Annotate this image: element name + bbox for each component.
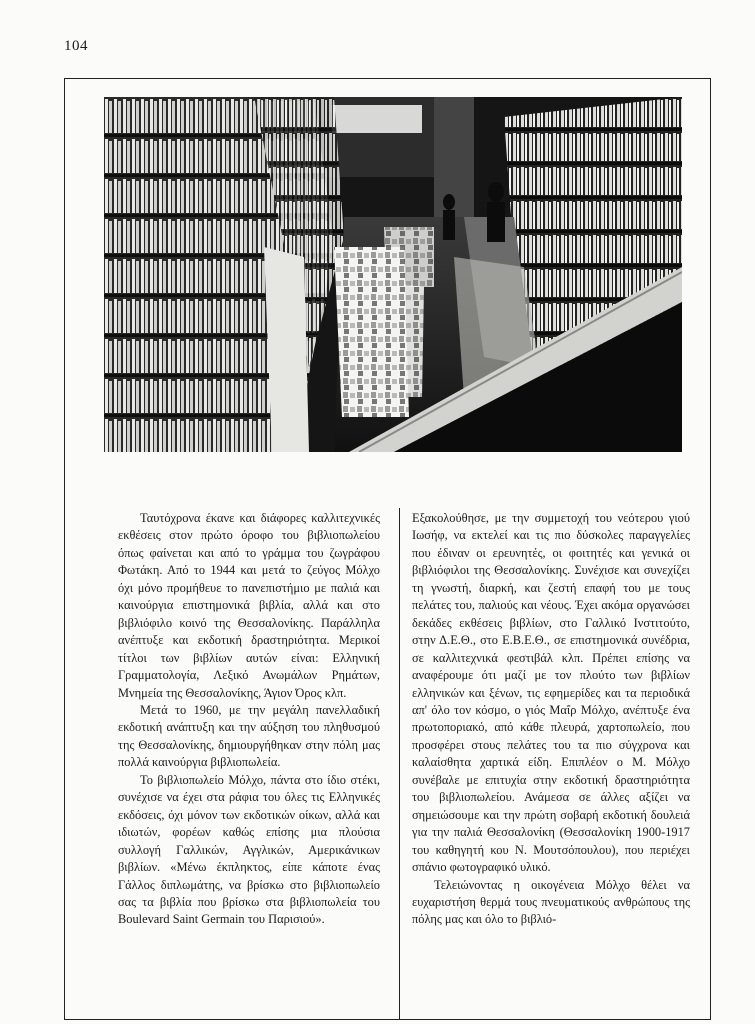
paragraph: Τελειώνοντας η οικογένεια Μόλχο θέλει να ευχαριστήση θερμά τους πνευματικούς ανθρώπους της πόλης μας και όλο το βιβλιό- [412,877,690,927]
page-number: 104 [64,38,88,54]
right-text-column [412,510,690,929]
paragraph: Ταυτόχρονα έκανε και διάφορες καλλιτεχνικές εκθέσεις στον πρώτο όροφο του βιβλιοπωλείου όπως φαίνεται και από το γράμμα του ζωγράφου Φωτάκη. Από το 1944 και μετά το ζεύγος Μόλχο όχι μόνο προμήθευε το πανεπιστήμιο με παλιά και καινούργια επιστημονικά βιβλία, αλλά και στο βιβλιόφιλο κοινό της Θεσσαλονίκης. Παράλληλα ανέπτυξε και εκδοτική δραστηριότητα. Μερικοί τίτλοι των βιβλίων αυτών είναι: Ελληνική Γραμματολογία, Λεξικό Ανωμάλων Ρημάτων, Μνημεία της Θεσσαλονίκης, Άγιον Όρος κλπ. [118,511,380,700]
paragraph: Εξακολούθησε, με την συμμετοχή του νεότερου γιού Ιωσήφ, να εκτελεί και τις πιο δύσκολες παραγγελίες που έδιναν οι ερευνητές, οι φοιτητές και γενικά οι βιβλιόφιλοι της Θεσσαλονίκης. Συνέχισε και συνεχίζει τη γνωστή, διαρκή, και ζεστή επαφή του με τους πελάτες του, παλιούς και νέους. Έχει ακόμα οργανώσει δεκάδες εκθέσεις βιβλίων, στο Γαλλικό Ινστιτούτο, στην Δ.Ε.Θ., στο Ε.Β.Ε.Θ., σε επιστημονικά συνέδρια, σε καλλιτεχνικά φεστιβάλ κλπ. Πρέπει επίσης να αναφέρουμε ότι μαζί με τον πλούτο των βιβλίων ελληνικών και ξένων, τις εφημερίδες και τα περιοδικά απ' όλο τον κόσμο, ο γιός Μαΐρ Μόλχο, ανέπτυξε ένα πρωτοποριακό, από κάθε πλευρά, χαρτοπωλείο, που προσφέρει στους πελάτες του τα πιο σύγχρονα και καλαίσθητα χαρτικά είδη. Επιπλέον ο Μ. Μόλχο συνέβαλε με επιτυχία στην εκδοτική δραστηριότητα του βιβλιοπωλείου. Ανάμεσα σε άλλες αξίζει να σημειώσουμε και την πρώτη σοβαρή εκδοτική δουλειά για την παλιά Θεσσαλονίκη (Θεσσαλονίκη 1900-1917 του καθηγητή κου Ν. Μουτσόπουλου), που περιέχει σπάνιο φωτογραφικό υλικό. [412,511,690,875]
left-text-column [118,510,380,929]
paragraph: Μετά το 1960, με την μεγάλη πανελλαδική εκδοτική ανάπτυξη και την αύξηση του πληθυσμού της Θεσσαλονίκης, δημιουργήθηκαν στην πόλη μας πολλά καινούργια βιβλιοπωλεία. [118,702,380,770]
paragraph: Το βιβλιοπωλείο Μόλχο, πάντα στο ίδιο στέκι, συνέχισε να έχει στα ράφια του όλες τις Ελληνικές εκδόσεις, όχι μόνον των εκδοτικών οίκων, αλλά και ιδιωτών, φορέων καθώς επίσης μια πλούσια συλλογή Γαλλικών, Αγγλικών, Αμερικάνικων βιβλίων. «Μένω έκπληκτος, είπε κάποτε ένας Γάλλος διπλωμάτης, να βρίσκω στο βιβλιοπωλείο σας τα βιβλία που βρίσκω στα βιβλιοπωλεία του Boulevard Saint Germain του Παρισιού». [118,772,380,927]
column-divider [399,508,400,1020]
bookshop-interior-photo [104,97,682,452]
